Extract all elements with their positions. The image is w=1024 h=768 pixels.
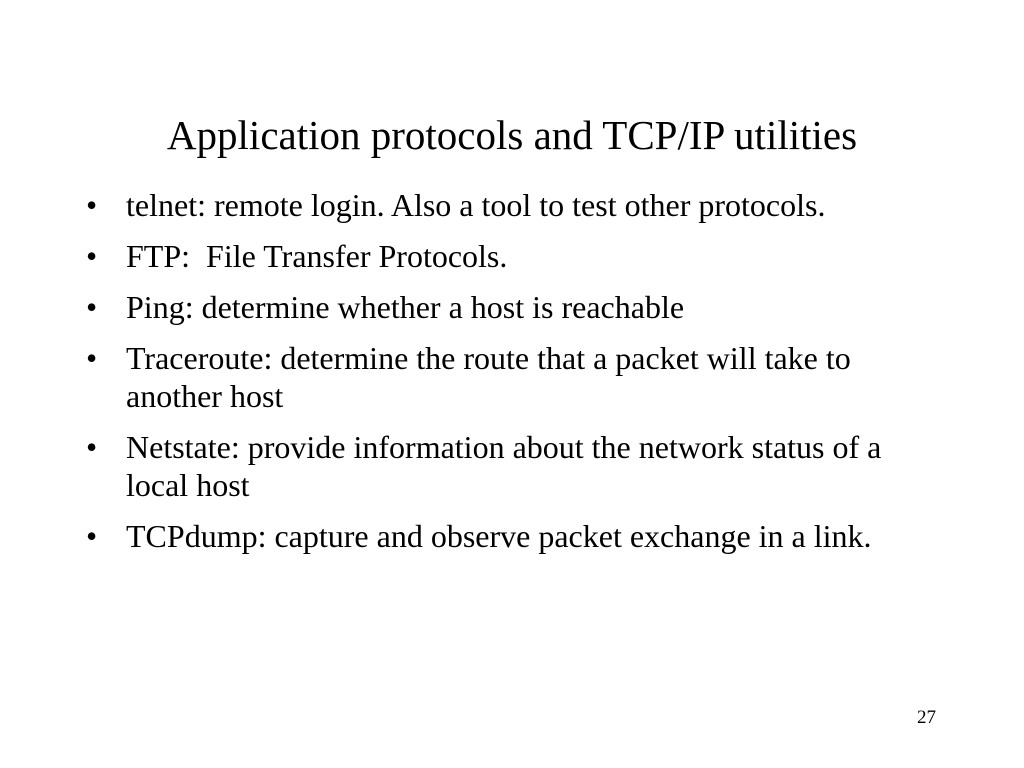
bullet-list [86, 186, 946, 568]
bullet-icon: • [86, 289, 98, 325]
bullet-text: telnet: remote login. Also a tool to test other protocols. [126, 187, 826, 223]
bullet-item-ftp [86, 237, 946, 275]
bullet-item-tcpdump [86, 517, 946, 555]
bullet-item-traceroute [86, 339, 946, 415]
bullet-text: FTP: File Transfer Protocols. [126, 238, 508, 274]
bullet-icon: • [86, 518, 98, 554]
bullet-icon: • [86, 340, 98, 376]
bullet-item-netstate [86, 428, 946, 504]
slide-number: 27 [917, 707, 936, 728]
slide-title: Application protocols and TCP/IP utilities [166, 112, 858, 158]
bullet-text: Traceroute: determine the route that a packet will take to another host [126, 340, 851, 414]
bullet-icon: • [86, 429, 98, 465]
bullet-item-ping [86, 288, 946, 326]
bullet-icon: • [86, 238, 98, 274]
bullet-icon: • [86, 187, 98, 223]
bullet-text: TCPdump: capture and observe packet exchange in a link. [126, 518, 872, 554]
bullet-text: Netstate: provide information about the network status of a local host [126, 429, 882, 503]
bullet-text: Ping: determine whether a host is reachable [126, 289, 685, 325]
bullet-item-telnet [86, 186, 946, 224]
